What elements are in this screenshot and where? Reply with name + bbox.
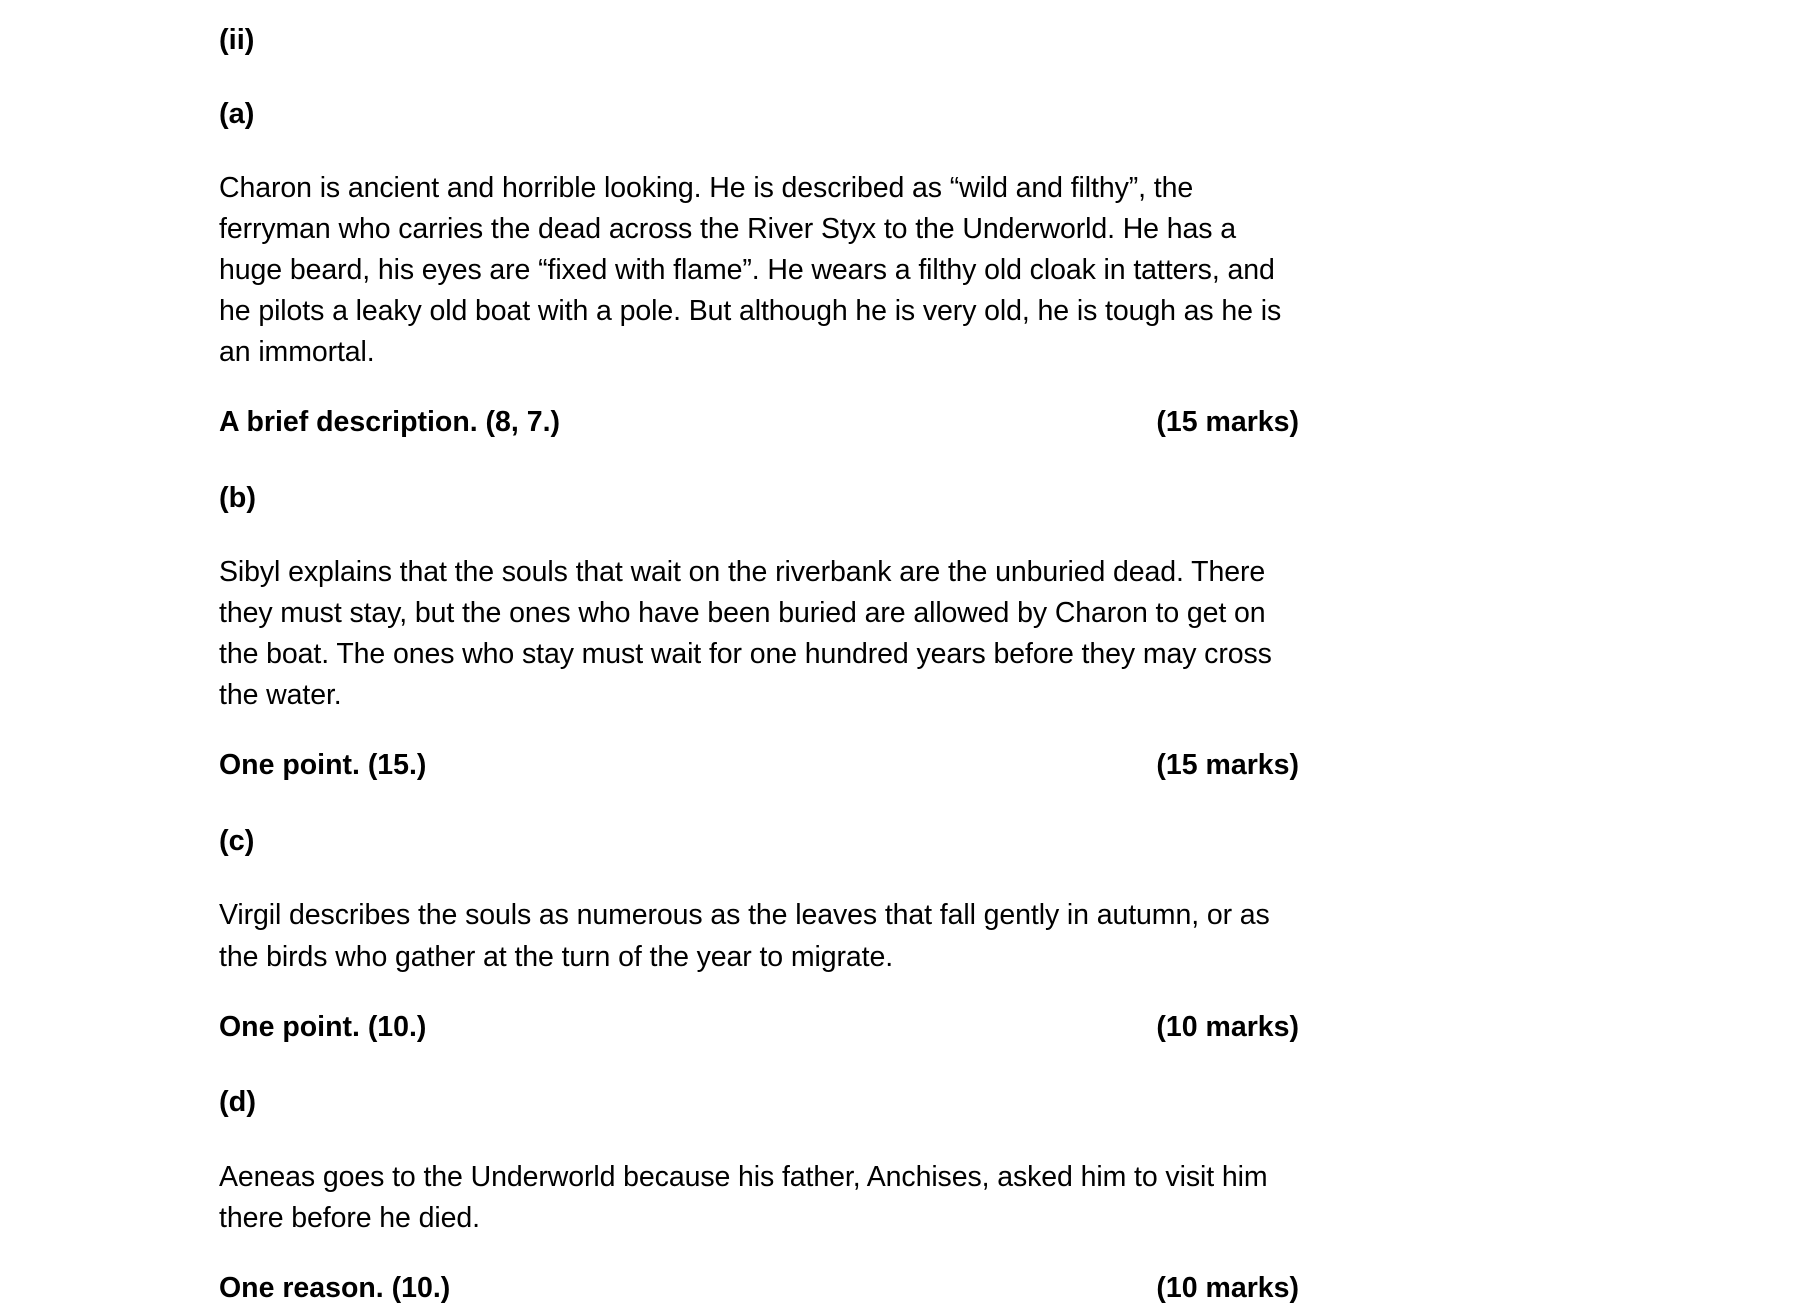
answer-text-b: Sibyl explains that the souls that wait on the riverbank are the unburied dead. There they must stay, but the ones who have been buried are allowed by Charon to get on the boat. The ones who stay must wait for one hundred years before they may cross the water.: [219, 556, 1272, 712]
markscheme-line-b: [219, 746, 1299, 786]
marking-guidance-b: One point. (15.): [219, 749, 427, 782]
answer-text-d: Aeneas goes to the Underworld because his father, Anchises, asked him to visit him there before he died.: [219, 1160, 1268, 1234]
marks-allocation-a: (15 marks): [1156, 406, 1299, 439]
answer-text-a: Charon is ancient and horrible looking. He is described as “wild and filthy”, the ferryman who carries the dead across the River Styx to the Underworld. He has a huge beard, his eyes are “fixed with flame”. He wears a filthy old cloak in tatters, and he pilots a leaky old boat with a pole. But although he is very old, he is tough as he is an immortal.: [219, 172, 1282, 369]
part-label-a: (a): [219, 98, 255, 130]
answer-text-c: Virgil describes the souls as numerous as the leaves that fall gently in autumn, or as the birds who gather at the turn of the year to migrate.: [219, 899, 1270, 973]
marking-guidance-c: One point. (10.): [219, 1010, 427, 1043]
markscheme-line-d: [219, 1269, 1299, 1309]
markscheme-line-a: [219, 403, 1299, 443]
question-part-c: [219, 822, 1299, 1047]
marks-allocation-b: (15 marks): [1156, 749, 1299, 782]
part-label-c: (c): [219, 825, 255, 858]
marking-guidance-a: A brief description. (8, 7.): [219, 406, 560, 439]
marking-guidance-d: One reason. (10.): [219, 1271, 451, 1304]
section-label: (ii): [219, 24, 255, 56]
markscheme-line-c: [219, 1008, 1299, 1048]
marks-allocation-c: (10 marks): [1156, 1010, 1299, 1043]
part-label-b: (b): [219, 482, 257, 515]
question-part-a: [219, 95, 1299, 443]
part-label-d: (d): [219, 1086, 257, 1119]
marks-allocation-d: (10 marks): [1156, 1271, 1299, 1304]
question-part-b: [219, 479, 1299, 786]
question-part-d: [219, 1083, 1299, 1308]
